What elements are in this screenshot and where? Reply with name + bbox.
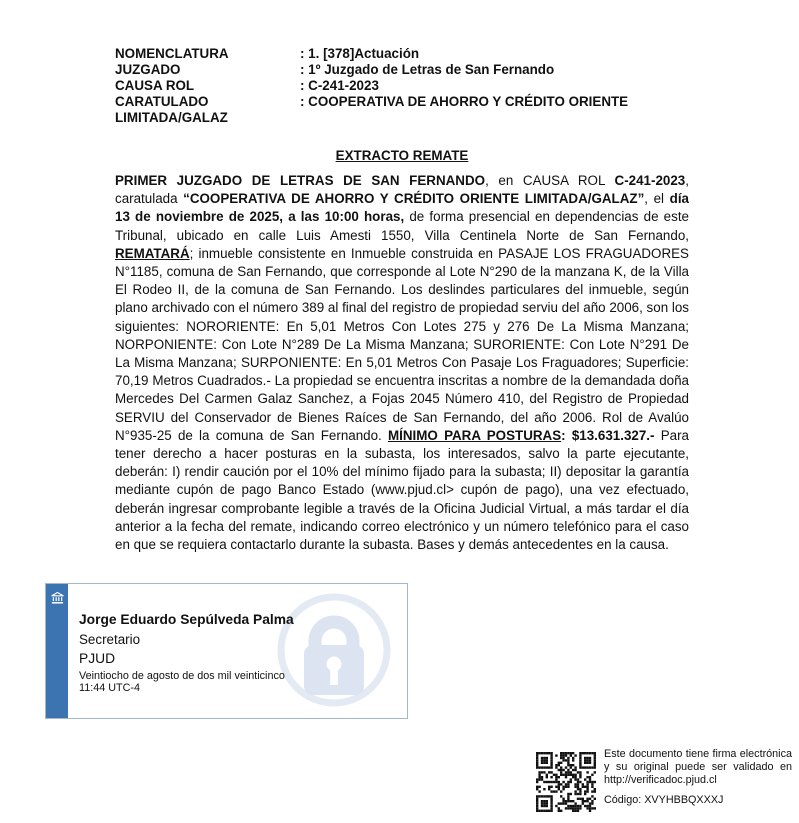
signature-box bbox=[45, 583, 408, 719]
case-header-row bbox=[115, 94, 689, 110]
document-body bbox=[115, 172, 689, 554]
case-header-value: : COOPERATIVA DE AHORRO Y CRÉDITO ORIENTE bbox=[300, 94, 629, 109]
signature-details bbox=[79, 611, 294, 694]
body-segment: día 13 de noviembre de 2025, a las 10:00 horas, bbox=[115, 191, 689, 225]
body-segment: , en CAUSA ROL bbox=[485, 173, 615, 188]
case-header-row bbox=[115, 62, 689, 78]
signature-time: 11:44 UTC-4 bbox=[79, 682, 141, 694]
case-header-row bbox=[115, 46, 689, 62]
verification-line: y su original puede ser validado en bbox=[604, 761, 792, 773]
verification-line: Este documento tiene firma electrónica bbox=[604, 748, 792, 760]
body-segment: Para tener derecho a hacer posturas en la subasta, los interesados, salvo la parte ejecutante, deberán: I) rendir caución por el 10% del mínimo fijado para la subasta; II) depositar la garantía mediante cupón de pago Banco Estado (www.pjud.cl> cupón de pago), una vez efectuado, deberán ingresar comprobante legible a través de la Oficina Judicial Virtual, a más tardar el día anterior a la fecha del remate, indicando correo electrónico y un número telefónico para el caso en que se requiera contactarlo durante la subasta. Bases y demás antecedentes en la causa. bbox=[115, 427, 689, 553]
signer-name: Jorge Eduardo Sepúlveda Palma bbox=[79, 612, 294, 627]
body-segment: PRIMER JUZGADO DE LETRAS DE SAN FERNANDO bbox=[115, 173, 486, 188]
body-segment: MÍNIMO PARA POSTURAS bbox=[388, 427, 562, 443]
case-header-label: JUZGADO bbox=[115, 62, 181, 77]
signer-role: Secretario bbox=[79, 632, 141, 647]
document-text-column bbox=[115, 46, 689, 554]
document-title: EXTRACTO REMATE bbox=[335, 148, 469, 163]
signature-accent-bar bbox=[46, 584, 68, 718]
body-segment: “COOPERATIVA DE AHORRO Y CRÉDITO ORIENTE LIMITADA/GALAZ” bbox=[183, 191, 645, 207]
verification-block bbox=[536, 748, 792, 812]
verification-code: Código: XVYHBBQXXXJ bbox=[604, 794, 724, 806]
case-header-row bbox=[115, 78, 689, 94]
case-header bbox=[115, 46, 689, 126]
body-segment: REMATARÁ bbox=[115, 245, 190, 261]
case-header-wrap-line: LIMITADA/GALAZ bbox=[115, 110, 228, 125]
body-segment: C-241-2023 bbox=[614, 173, 686, 188]
case-header-value: : 1º Juzgado de Letras de San Fernando bbox=[300, 62, 555, 77]
body-segment: : $13.631.327.- bbox=[561, 427, 655, 443]
case-header-label: CARATULADO bbox=[115, 94, 209, 109]
case-header-label: CAUSA ROL bbox=[115, 78, 195, 93]
verification-text bbox=[604, 748, 792, 812]
verification-url: http://verificadoc.pjud.cl bbox=[604, 774, 717, 786]
body-segment: de forma presencial en dependencias de este Tribunal, ubicado en calle Luis Amesti 1550, Villa Centinela Norte de San Fernando, bbox=[115, 209, 689, 243]
case-header-value: : C-241-2023 bbox=[300, 78, 379, 93]
signer-organization: PJUD bbox=[79, 651, 116, 666]
signature-date: Veintiocho de agosto de dos mil veinticinco bbox=[79, 670, 285, 682]
case-header-value: : 1. [378]Actuación bbox=[300, 46, 420, 61]
qr-code bbox=[536, 752, 596, 812]
case-header-label: NOMENCLATURA bbox=[115, 46, 229, 61]
body-segment: ; inmueble consistente en Inmueble construida en PASAJE LOS FRAGUADORES N°1185, comuna de San Fernando, que corresponde al Lote N°290 de la manzana K, de la Villa El Rodeo II, de la comuna de San Fernando. Los deslindes particulares del inmueble, según plano archivado con el número 389 al final del registro de propiedad serviu del año 2006, son los siguientes: NORORIENTE: En 5,01 Metros Con Lotes 275 y 276 De La Misma Manzana; NORPONIENTE: Con Lote N°289 De La Misma Manzana; SURORIENTE: Con Lote N°291 De La Misma Manzana; SURPONIENTE: En 5,01 Metros Con Pasaje Los Fraguadores; Superficie: 70,19 Metros Cuadrados.- La propiedad se encuentra inscritas a nombre de la demandada doña Mercedes Del Carmen Galaz Sanchez, a Fojas 2045 Número 410, del Registro de Propiedad SERVIU del Conservador de Bienes Raíces de San Fernando, del año 2006. Rol de Avalúo N°935-25 de la comuna de San Fernando. bbox=[115, 245, 689, 443]
body-segment: , el bbox=[644, 191, 670, 207]
body-segment: , caratulada bbox=[115, 173, 689, 207]
courthouse-icon bbox=[50, 591, 65, 606]
